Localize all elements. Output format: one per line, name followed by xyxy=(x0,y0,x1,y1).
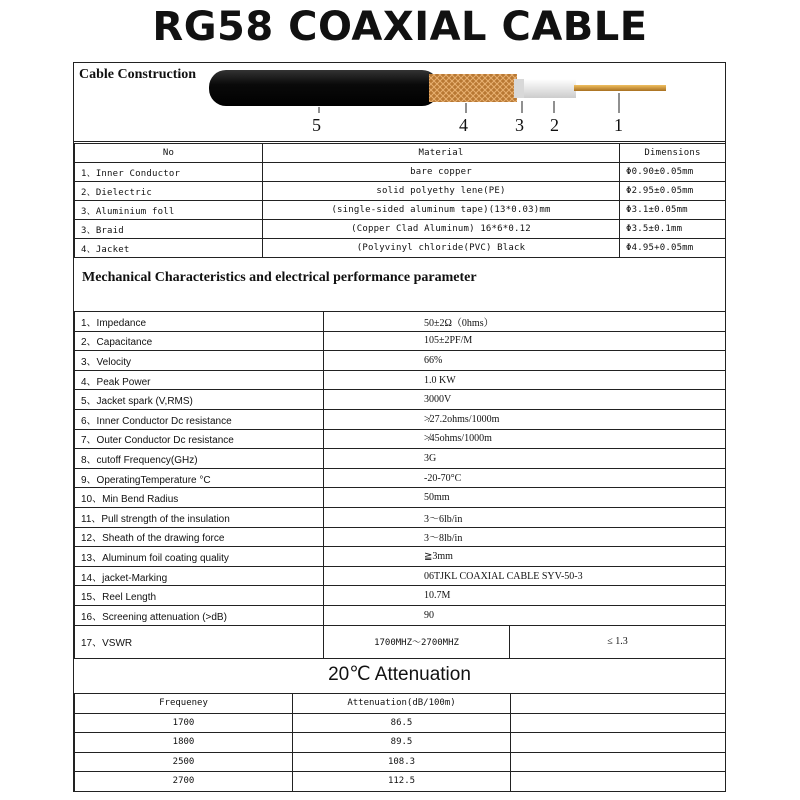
row-material: bare copper xyxy=(263,163,620,182)
mechanical-section-heading xyxy=(74,259,725,312)
param-value: 50mm xyxy=(324,488,726,508)
param-label: 6、Inner Conductor Dc resistance xyxy=(75,409,324,429)
mechanical-table xyxy=(74,311,726,659)
table-row xyxy=(75,201,726,220)
row-material: solid polyethy lene(PE) xyxy=(263,182,620,201)
table-row xyxy=(75,713,726,733)
param-label: 2、Capacitance xyxy=(75,331,324,351)
table-row xyxy=(75,370,726,390)
frequency-cell: 2700 xyxy=(75,772,293,792)
cable-construction-section xyxy=(74,63,725,142)
table-row xyxy=(75,547,726,567)
table-row xyxy=(75,312,726,332)
row-dimension: Φ4.95+0.05mm xyxy=(620,239,726,258)
param-value: 66% xyxy=(324,351,726,371)
header-no: No xyxy=(75,144,263,163)
row-material: (Copper Clad Aluminum) 16*6*0.12 xyxy=(263,220,620,239)
table-row xyxy=(75,468,726,488)
param-value: 3000V xyxy=(324,390,726,410)
table-row xyxy=(75,409,726,429)
header-attenuation: Attenuation(dB/100m) xyxy=(293,694,511,714)
row-dimension: Φ3.5±0.1mm xyxy=(620,220,726,239)
jacket-layer xyxy=(209,70,439,106)
vswr-value: ≤ 1.3 xyxy=(510,625,726,658)
frequency-cell: 1700 xyxy=(75,713,293,733)
inner-conductor xyxy=(574,85,666,91)
empty-cell xyxy=(511,713,726,733)
attenuation-cell: 108.3 xyxy=(293,752,511,772)
mechanical-heading-text: Mechanical Characteristics and electrical performance parameter xyxy=(82,270,477,285)
dielectric-layer xyxy=(524,79,576,98)
empty-cell xyxy=(511,694,726,714)
row-no: 1、Inner Conductor xyxy=(75,163,263,182)
empty-cell xyxy=(511,772,726,792)
param-label: 16、Screening attenuation (>dB) xyxy=(75,605,324,625)
table-row xyxy=(75,772,726,792)
param-label: 15、Reel Length xyxy=(75,586,324,606)
table-row xyxy=(75,182,726,201)
marker-4: 4 xyxy=(459,115,468,135)
vswr-row xyxy=(75,625,726,658)
table-header-row xyxy=(75,694,726,714)
param-value: 06TJKL COAXIAL CABLE SYV-50-3 xyxy=(324,566,726,586)
param-value: 50±2Ω（0hms） xyxy=(324,312,726,332)
param-value: 105±2PF/M xyxy=(324,331,726,351)
param-label: 12、Sheath of the drawing force xyxy=(75,527,324,547)
param-label: 4、Peak Power xyxy=(75,370,324,390)
row-material: (single-sided aluminum tape)(13*0.03)mm xyxy=(263,201,620,220)
marker-5: 5 xyxy=(312,115,321,135)
vswr-label: 17、VSWR xyxy=(75,625,324,658)
param-value: 3G xyxy=(324,449,726,469)
param-value: 3～8lb/in xyxy=(324,527,726,547)
param-label: 11、Pull strength of the insulation xyxy=(75,507,324,527)
spec-sheet xyxy=(73,62,726,792)
param-value: ≯45ohms/1000m xyxy=(324,429,726,449)
param-value: ≯27.2ohms/1000m xyxy=(324,409,726,429)
row-dimension: Φ3.1±0.05mm xyxy=(620,201,726,220)
frequency-cell: 1800 xyxy=(75,733,293,753)
construction-label: Cable Construction xyxy=(79,67,197,82)
row-no: 3、Braid xyxy=(75,220,263,239)
header-dimensions: Dimensions xyxy=(620,144,726,163)
param-label: 8、cutoff Frequency(GHz) xyxy=(75,449,324,469)
braid-layer xyxy=(429,74,517,102)
table-row xyxy=(75,390,726,410)
param-label: 5、Jacket spark (V,RMS) xyxy=(75,390,324,410)
table-header-row xyxy=(75,144,726,163)
marker-2: 2 xyxy=(550,115,559,135)
param-label: 3、Velocity xyxy=(75,351,324,371)
attenuation-cell: 86.5 xyxy=(293,713,511,733)
row-dimension: Φ2.95±0.05mm xyxy=(620,182,726,201)
table-row xyxy=(75,527,726,547)
param-label: 10、Min Bend Radius xyxy=(75,488,324,508)
row-dimension: Φ0.90±0.05mm xyxy=(620,163,726,182)
table-row xyxy=(75,488,726,508)
param-label: 13、Aluminum foil coating quality xyxy=(75,547,324,567)
param-label: 1、Impedance xyxy=(75,312,324,332)
table-row xyxy=(75,351,726,371)
table-row xyxy=(75,733,726,753)
table-row xyxy=(75,449,726,469)
row-no: 3、Aluminium foll xyxy=(75,201,263,220)
empty-cell xyxy=(511,752,726,772)
table-row xyxy=(75,239,726,258)
table-row xyxy=(75,507,726,527)
table-row xyxy=(75,163,726,182)
table-row xyxy=(75,331,726,351)
table-row xyxy=(75,220,726,239)
table-row xyxy=(75,605,726,625)
param-value: 90 xyxy=(324,605,726,625)
header-frequency: Frequeney xyxy=(75,694,293,714)
attenuation-table xyxy=(74,693,726,792)
frequency-cell: 2500 xyxy=(75,752,293,772)
param-value: 3～6lb/in xyxy=(324,507,726,527)
param-label: 7、Outer Conductor Dc resistance xyxy=(75,429,324,449)
table-row xyxy=(75,586,726,606)
param-label: 9、OperatingTemperature °C xyxy=(75,468,324,488)
marker-1: 1 xyxy=(614,115,623,135)
table-row xyxy=(75,429,726,449)
row-no: 4、Jacket xyxy=(75,239,263,258)
param-value: ≧3mm xyxy=(324,547,726,567)
header-material: Material xyxy=(263,144,620,163)
attenuation-heading: 20℃ Attenuation xyxy=(74,657,725,694)
vswr-range: 1700MHZ～2700MHZ xyxy=(324,625,510,658)
row-no: 2、Dielectric xyxy=(75,182,263,201)
page-title: RG58 COAXIAL CABLE xyxy=(152,4,648,50)
param-label: 14、jacket-Marking xyxy=(75,566,324,586)
marker-3: 3 xyxy=(515,115,524,135)
param-value: 1.0 KW xyxy=(324,370,726,390)
empty-cell xyxy=(511,733,726,753)
param-value: 10.7M xyxy=(324,586,726,606)
row-material: (Polyvinyl chloride(PVC) Black xyxy=(263,239,620,258)
table-row xyxy=(75,566,726,586)
attenuation-cell: 89.5 xyxy=(293,733,511,753)
param-value: -20-70°C xyxy=(324,468,726,488)
construction-table xyxy=(74,143,726,258)
table-row xyxy=(75,752,726,772)
attenuation-cell: 112.5 xyxy=(293,772,511,792)
